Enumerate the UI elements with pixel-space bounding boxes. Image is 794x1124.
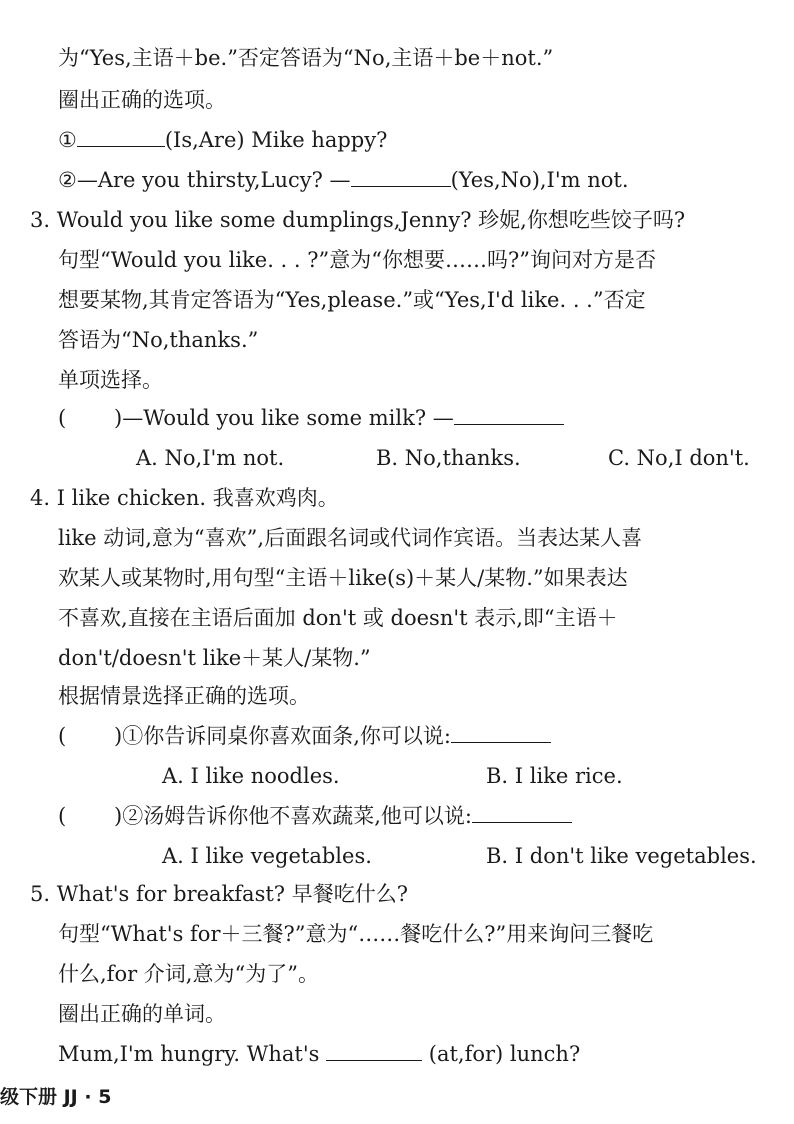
section-4-instruction: 根据情景选择正确的选项。	[58, 684, 310, 708]
question-text: )—Would you like some milk? —	[114, 406, 454, 430]
section-4-question-2	[58, 802, 572, 830]
section-4-q1-option-b[interactable]: B. I like rice.	[486, 764, 623, 788]
section-4-q2-option-b[interactable]: B. I don't like vegetables.	[486, 844, 757, 868]
question-text: )①你告诉同桌你喜欢面条,你可以说:	[114, 724, 451, 748]
section-3-question	[58, 404, 564, 432]
question-text: (at,for) lunch?	[428, 1042, 581, 1066]
section-3-title: 3. Would you like some dumplings,Jenny? 珍妮,你想吃些饺子吗?	[30, 208, 686, 232]
section-4-question-1	[58, 722, 551, 750]
intro-question-1	[58, 126, 387, 154]
section-4-explanation-2: 欢某人或某物时,用句型“主语＋like(s)＋某人/某物.”如果表达	[58, 566, 628, 590]
section-4-q2-option-a[interactable]: A. I like vegetables.	[162, 844, 372, 868]
intro-instruction: 圈出正确的选项。	[58, 88, 226, 112]
intro-line-1: 为“Yes,主语＋be.”否定答语为“No,主语＋be＋not.”	[58, 46, 554, 70]
intro-question-2	[58, 166, 629, 194]
section-5-question	[58, 1040, 580, 1068]
answer-blank[interactable]	[451, 722, 551, 743]
section-3-explanation-3: 答语为“No,thanks.”	[58, 328, 259, 352]
question-text: (Yes,No),I'm not.	[450, 168, 629, 192]
question-text: )②汤姆告诉你他不喜欢蔬菜,他可以说:	[114, 804, 472, 828]
section-4-explanation-3: 不喜欢,直接在主语后面加 don't 或 doesn't 表示,即“主语＋	[58, 606, 618, 630]
section-3-option-b[interactable]: B. No,thanks.	[376, 446, 521, 470]
section-3-explanation-1: 句型“Would you like. . . ?”意为“你想要……吗?”询问对方是否	[58, 248, 656, 272]
section-5-explanation-1: 句型“What's for＋三餐?”意为“……餐吃什么?”用来询问三餐吃	[58, 922, 654, 946]
answer-blank[interactable]	[77, 126, 165, 147]
answer-paren-open[interactable]: (	[58, 406, 67, 430]
answer-paren-open[interactable]: (	[58, 724, 67, 748]
answer-blank[interactable]	[326, 1040, 422, 1061]
section-4-q1-option-a[interactable]: A. I like noodles.	[162, 764, 340, 788]
answer-blank[interactable]	[351, 166, 451, 187]
question-text: Mum,I'm hungry. What's	[58, 1042, 320, 1066]
question-text: (Is,Are) Mike happy?	[164, 128, 388, 152]
answer-paren-open[interactable]: (	[58, 804, 67, 828]
answer-blank[interactable]	[472, 802, 572, 823]
question-text: ②—Are you thirsty,Lucy? —	[58, 168, 351, 192]
section-5-title: 5. What's for breakfast? 早餐吃什么?	[30, 882, 408, 906]
section-4-explanation-1: like 动词,意为“喜欢”,后面跟名词或代词作宾语。当表达某人喜	[58, 526, 643, 550]
section-4-explanation-4: don't/doesn't like＋某人/某物.”	[58, 646, 371, 670]
section-3-instruction: 单项选择。	[58, 368, 163, 392]
page-footer: 级下册 JJ · 5	[0, 1086, 112, 1108]
section-3-option-c[interactable]: C. No,I don't.	[608, 446, 750, 470]
section-5-instruction: 圈出正确的单词。	[58, 1002, 226, 1026]
question-number: ①	[58, 128, 77, 152]
section-5-explanation-2: 什么,for 介词,意为“为了”。	[58, 962, 319, 986]
section-3-option-a[interactable]: A. No,I'm not.	[136, 446, 285, 470]
answer-blank[interactable]	[454, 404, 564, 425]
section-4-title: 4. I like chicken. 我喜欢鸡肉。	[30, 486, 339, 510]
section-3-explanation-2: 想要某物,其肯定答语为“Yes,please.”或“Yes,I'd like. . .”否定	[58, 288, 646, 312]
